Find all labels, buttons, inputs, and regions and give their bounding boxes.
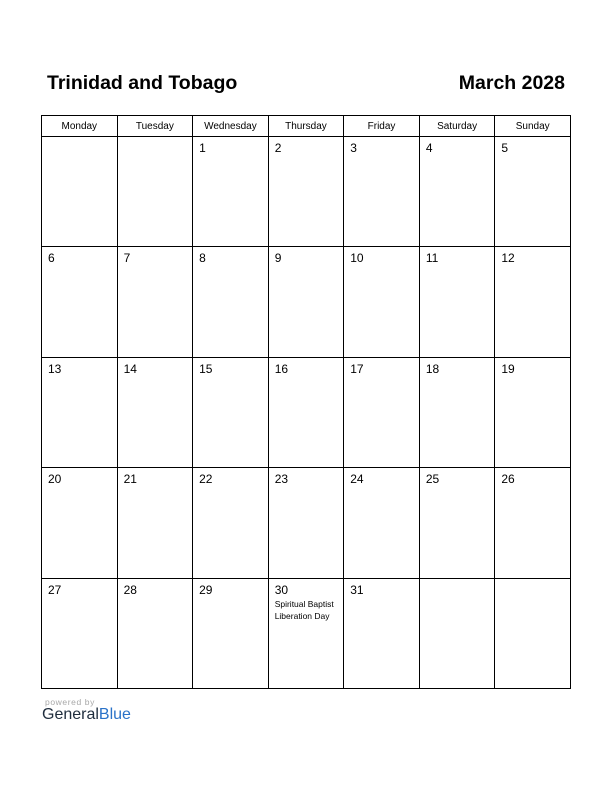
day-number: 7: [123, 251, 131, 266]
weekday-header: Saturday: [419, 116, 495, 137]
brand-footer[interactable]: [42, 697, 131, 724]
day-cell: [344, 247, 420, 357]
weekday-header: Thursday: [268, 116, 344, 137]
day-cell: [419, 578, 495, 688]
day-number: 18: [425, 361, 440, 376]
day-cell: [495, 468, 571, 578]
day-number: 19: [501, 361, 515, 376]
day-cell: [344, 468, 420, 578]
day-cell: [117, 137, 193, 247]
week-row: [42, 137, 571, 247]
day-number: 2: [274, 141, 282, 155]
day-number: 13: [48, 361, 62, 376]
weekday-header: Friday: [344, 116, 420, 137]
week-row: [42, 247, 571, 357]
day-cell: [42, 247, 118, 357]
day-number: 6: [48, 251, 55, 266]
day-number: 30: [274, 582, 289, 597]
weekday-header: Monday: [42, 116, 118, 137]
day-cell: [419, 357, 495, 467]
day-number: 22: [199, 472, 213, 487]
month-title: March 2028: [458, 72, 565, 94]
day-number: 31: [350, 582, 364, 597]
day-number: 17: [350, 361, 364, 376]
day-cell: [495, 357, 571, 467]
week-row: [42, 468, 571, 578]
day-number: 10: [350, 251, 364, 266]
day-number: 26: [501, 472, 515, 487]
weekday-header: Tuesday: [117, 116, 193, 137]
day-cell: [117, 357, 193, 467]
day-cell: [42, 357, 118, 467]
day-cell: [495, 247, 571, 357]
day-cell: [42, 137, 118, 247]
day-cell: [268, 357, 344, 467]
day-cell: [193, 578, 269, 688]
day-cell: [495, 137, 571, 247]
day-number: 24: [350, 472, 364, 487]
day-cell: [419, 247, 495, 357]
day-cell: [344, 578, 420, 688]
day-cell: [117, 247, 193, 357]
day-cell: [268, 468, 344, 578]
day-cell: [419, 468, 495, 578]
day-number: 9: [274, 251, 282, 266]
day-cell: [193, 357, 269, 467]
day-number: 21: [123, 472, 137, 487]
day-number: 14: [123, 361, 137, 376]
weekday-header-row: [42, 116, 571, 137]
week-row: [42, 578, 571, 688]
day-number: 23: [274, 472, 289, 487]
day-cell: [42, 468, 118, 578]
week-row: [42, 357, 571, 467]
weekday-header: Wednesday: [193, 116, 269, 137]
day-number: 29: [199, 582, 213, 597]
day-cell: [42, 578, 118, 688]
day-cell: [419, 137, 495, 247]
day-number: 27: [48, 582, 62, 597]
day-number: 3: [350, 141, 357, 155]
day-number: 25: [425, 472, 440, 487]
powered-by-text: powered by: [45, 697, 95, 707]
day-number: 5: [501, 141, 509, 155]
day-cell: [193, 247, 269, 357]
day-cell: [344, 357, 420, 467]
holiday-label: Spiritual Baptist Liberation Day: [274, 598, 334, 622]
day-cell: [268, 578, 344, 688]
brand-blue-text: Blue: [98, 706, 131, 723]
brand-general-text: General: [42, 706, 99, 723]
day-number: 8: [199, 251, 206, 266]
day-cell: [117, 578, 193, 688]
day-cell: [193, 137, 269, 247]
weekday-header: Sunday: [495, 116, 571, 137]
brand-logo: [42, 706, 131, 724]
day-number: 28: [123, 582, 137, 597]
day-cell: [268, 137, 344, 247]
calendar-grid: [41, 115, 571, 689]
country-title: Trinidad and Tobago: [47, 72, 238, 94]
day-cell: [495, 578, 571, 688]
day-cell: [344, 137, 420, 247]
day-number: 4: [425, 141, 433, 155]
day-cell: [268, 247, 344, 357]
day-number: 16: [274, 361, 289, 376]
day-number: 12: [501, 251, 515, 266]
day-cell: [193, 468, 269, 578]
day-number: 1: [199, 141, 206, 155]
day-number: 20: [48, 472, 62, 487]
day-cell: [117, 468, 193, 578]
day-number: 15: [199, 361, 213, 376]
day-number: 11: [425, 251, 439, 266]
